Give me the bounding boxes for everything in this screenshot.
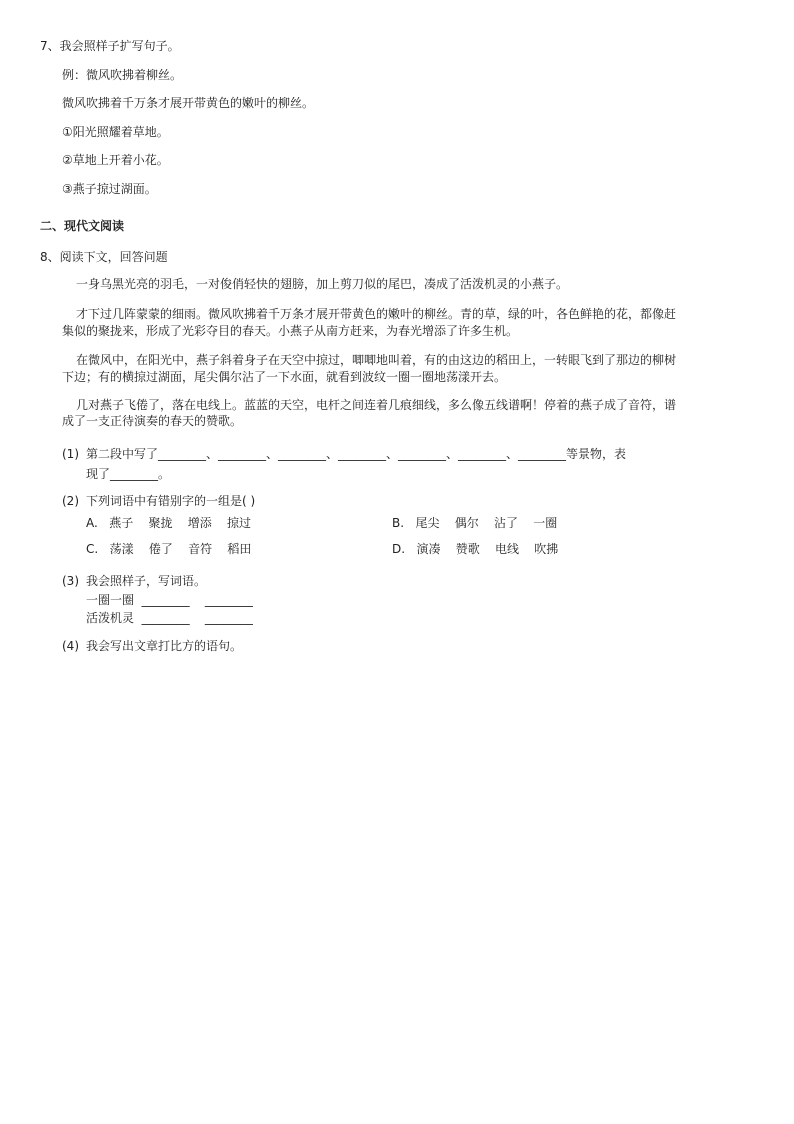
passage-paragraph-2-line-1: 才下过几阵蒙蒙的细雨。微风吹拂着千万条才展开带黄色的嫩叶的柳丝。青的草，绿的叶，各色鲜艳的花，都像赶 bbox=[76, 307, 677, 321]
q7-example-label: 例：微风吹拂着柳丝。 bbox=[62, 68, 183, 82]
sub3-row-2: 活泼机灵 ________ ________ bbox=[86, 611, 253, 625]
sub1-line-1: 第二段中写了________、________、________、________、________、________、________等景物，表 bbox=[86, 447, 627, 461]
sub4-text: 我会写出文章打比方的语句。 bbox=[86, 639, 243, 653]
sub4-number: (4) bbox=[62, 639, 79, 653]
passage-paragraph-2-line-2: 集似的聚拢来，形成了光彩夺目的春天。小燕子从南方赶来，为春光增添了许多生机。 bbox=[62, 324, 519, 338]
q7-example-answer: 微风吹拂着千万条才展开带黄色的嫩叶的柳丝。 bbox=[62, 96, 315, 110]
sub1-number: (1) bbox=[62, 447, 79, 461]
q7-heading: 7、我会照样子扩写句子。 bbox=[40, 39, 180, 53]
option-a-words: 燕子 聚拢 增添 掠过 bbox=[109, 516, 252, 530]
passage-paragraph-4-line-1: 几对燕子飞倦了，落在电线上。蓝蓝的天空，电杆之间连着几痕细线，多么像五线谱啊！停着的燕子成了音符，谱 bbox=[76, 398, 677, 412]
passage-paragraph-4-line-2: 成了一支正待演奏的春天的赞歌。 bbox=[62, 414, 243, 428]
q7-item-3: ③燕子掠过湖面。 bbox=[62, 182, 157, 196]
sub2-text: 下列词语中有错别字的一组是( ) bbox=[86, 494, 256, 508]
option-c-label: C. bbox=[86, 542, 99, 556]
option-b-words: 尾尖 偶尔 沾了 一圈 bbox=[415, 516, 558, 530]
passage-paragraph-3-line-1: 在微风中，在阳光中，燕子斜着身子在天空中掠过，唧唧地叫着，有的由这边的稻田上，一转眼飞到了那边的柳树 bbox=[76, 353, 677, 367]
sub3-row-1: 一圈一圈 ________ ________ bbox=[86, 593, 253, 607]
option-c-words: 荡漾 倦了 音符 稻田 bbox=[109, 542, 252, 556]
option-b-label: B. bbox=[392, 516, 405, 530]
sub2-number: (2) bbox=[62, 494, 79, 508]
section-heading: 二、现代文阅读 bbox=[40, 219, 125, 233]
passage-paragraph-1: 一身乌黑光亮的羽毛，一对俊俏轻快的翅膀，加上剪刀似的尾巴，凑成了活泼机灵的小燕子。 bbox=[76, 277, 569, 291]
sub1-line-2: 现了________。 bbox=[86, 467, 171, 481]
option-b[interactable] bbox=[392, 515, 557, 531]
sub3-text: 我会照样子，写词语。 bbox=[86, 574, 207, 588]
option-d-words: 演凑 赞歌 电线 吹拂 bbox=[416, 542, 559, 556]
option-c[interactable] bbox=[86, 541, 251, 557]
option-a-label: A. bbox=[86, 516, 98, 530]
q7-item-1: ①阳光照耀着草地。 bbox=[62, 125, 169, 139]
option-d-label: D. bbox=[392, 542, 406, 556]
option-d[interactable] bbox=[392, 541, 558, 557]
passage-paragraph-3-line-2: 下边；有的横掠过湖面，尾尖偶尔沾了一下水面，就看到波纹一圈一圈地荡漾开去。 bbox=[62, 370, 507, 384]
sub3-number: (3) bbox=[62, 574, 79, 588]
q7-item-2: ②草地上开着小花。 bbox=[62, 153, 169, 167]
q8-heading: 8、阅读下文，回答问题 bbox=[40, 250, 168, 264]
option-a[interactable] bbox=[86, 515, 251, 531]
